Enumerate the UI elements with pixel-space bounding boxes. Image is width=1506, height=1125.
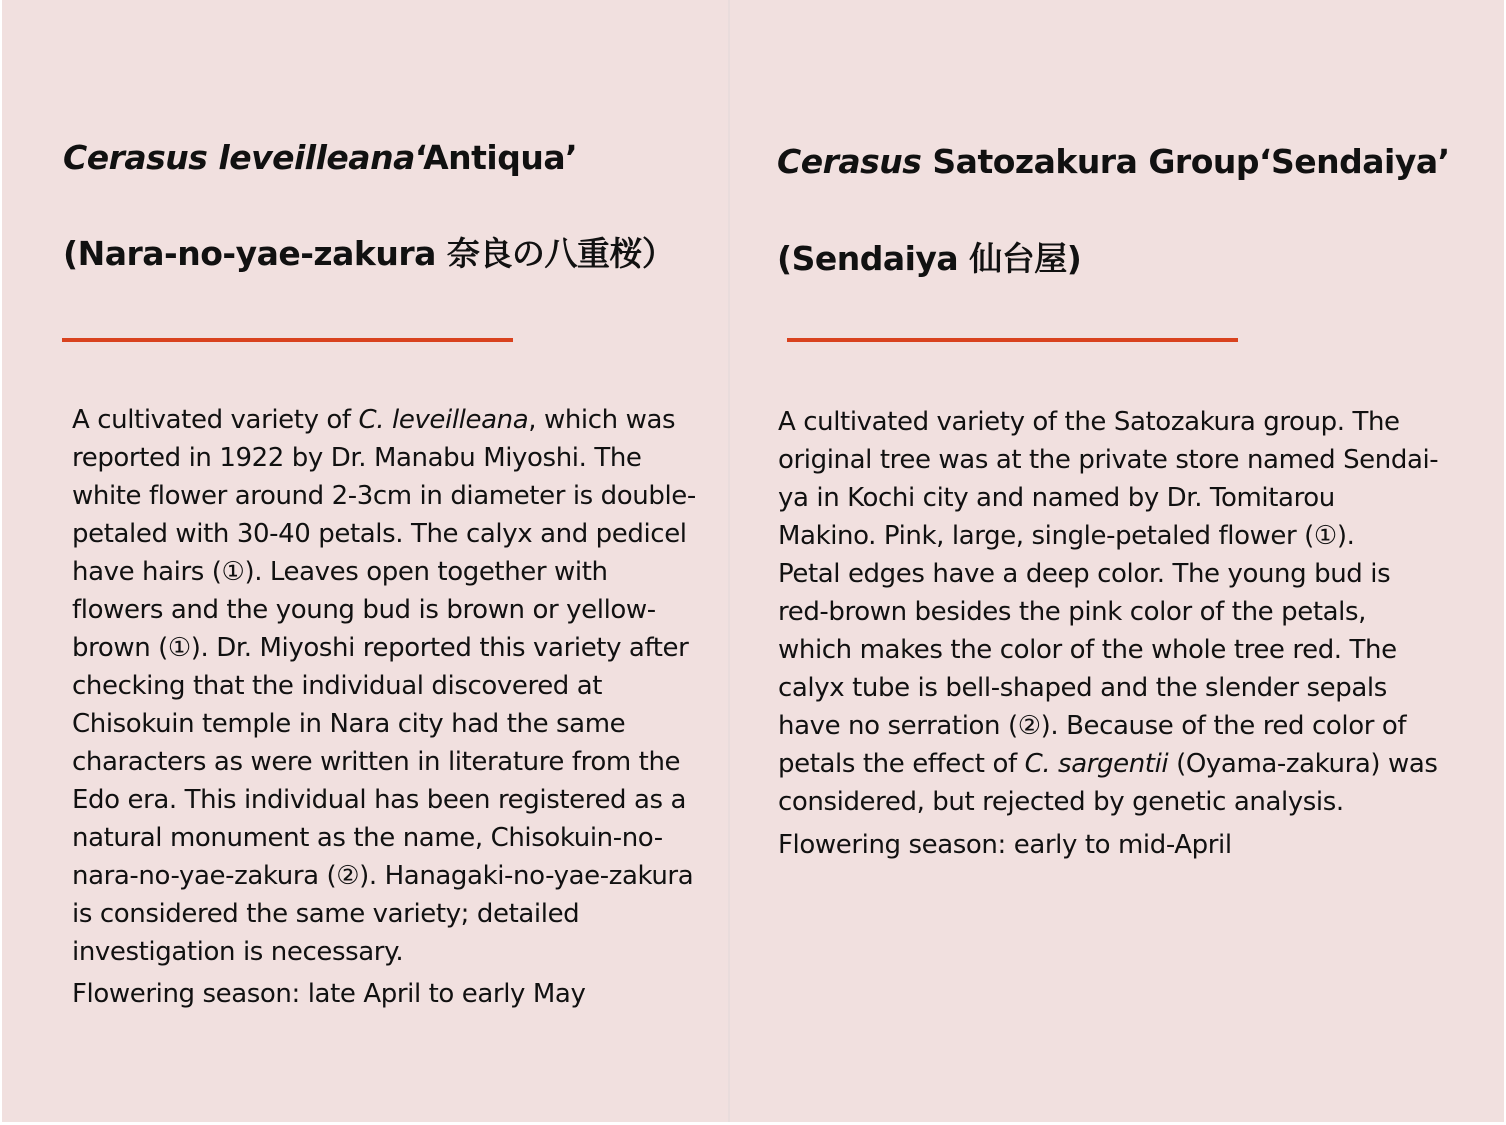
left-title-species: Cerasus leveilleana — [63, 138, 415, 177]
left-divider-rule — [62, 338, 513, 342]
right-description-part1: A cultivated variety of the Satozakura group. The original tree was at the private store named Sendai- ya in Kochi city and named by Dr. Tomitarou Makino. Pink, large, single-petaled flower (①). Petal edges have a deep color. The young bud is red-brown besides the pink color of the petals, which makes the color of the whole tree red. The calyx tube is bell-shaped and the slender sepals have no serration (②). Because of the red color of petals the effect of — [778, 407, 1439, 779]
left-description-part1: A cultivated variety of — [72, 405, 359, 435]
right-divider-rule — [787, 338, 1238, 342]
left-flowering-season: Flowering season: late April to early May — [72, 979, 586, 1009]
right-description-part2: (Oyama-zakura) was considered, but rejected by genetic analysis. — [778, 749, 1438, 817]
right-panel — [730, 0, 1504, 1122]
left-panel — [2, 0, 728, 1122]
right-title-genus: Cerasus — [777, 142, 922, 181]
left-description-species: C. leveilleana — [358, 405, 529, 435]
right-title-line1 — [777, 142, 1450, 182]
right-title-line2: (Sendaiya 仙台屋) — [777, 239, 1082, 278]
left-title-line1 — [63, 138, 577, 178]
right-flowering-season: Flowering season: early to mid-April — [778, 830, 1232, 860]
right-title-cultivar: Satozakura Group‘Sendaiya’ — [921, 142, 1450, 181]
right-description-species: C. sargentii — [1024, 749, 1169, 779]
left-description — [72, 401, 722, 971]
left-title-line2: (Nara-no-yae-zakura 奈良の八重桜） — [63, 234, 675, 273]
left-title-cultivar: ‘Antiqua’ — [414, 138, 578, 177]
left-description-part2: , which was reported in 1922 by Dr. Manabu Miyoshi. The white flower around 2-3cm in diameter is double- petaled with 30-40 petals. The calyx and pedicel have hairs (①). Leaves open together with flowers and the young bud is brown or yellow- brown (①). Dr. Miyoshi reported this variety after checking that the individual discovered at Chisokuin temple in Nara city had the same characters as were written in literature from the Edo era. This individual has been registered as a natural monument as the name, Chisokuin-no- nara-no-yae-zakura (②). Hanagaki-no-yae-zakura is considered the same variety; detailed investigation is necessary. — [72, 405, 696, 967]
right-description — [778, 403, 1478, 821]
